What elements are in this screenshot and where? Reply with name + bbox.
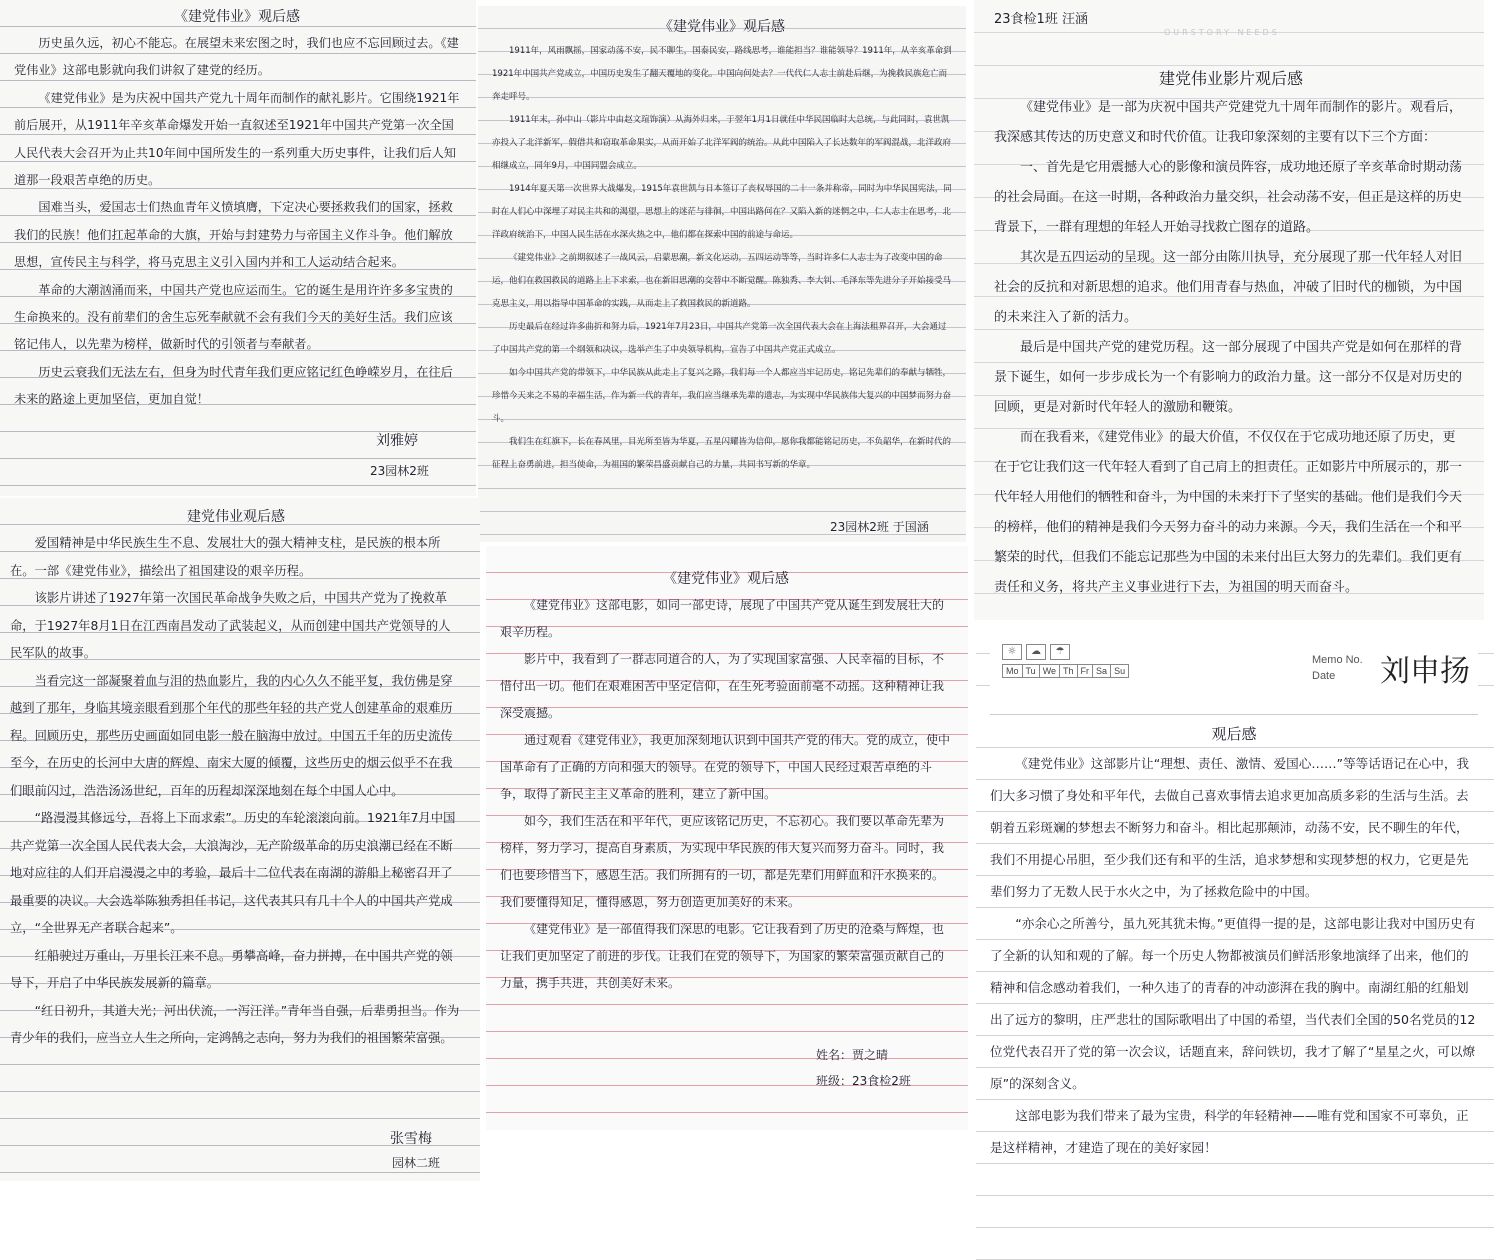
signature-class: 班级：23食检2班 [816, 1074, 911, 1088]
signature-class: 23园林2班 [370, 464, 429, 478]
rain-icon: ☂ [1050, 644, 1070, 660]
signature-class: 园林二班 [392, 1156, 441, 1170]
essay-paragraph: 当看完这一部凝聚着血与泪的热血影片，我的内心久久不能平复，我仿佛是穿越到了那年，身临其境亲眼看到那个年代的那些年轻的共产党人创建革命的艰难历程。回顾历史，那些历史画面如同电影一般在脑海中放过。中国五千年的历史流传至今，在历史的长河中大唐的辉煌、南宋大厦的倾覆，这些历史的烟云似乎不在我们眼前闪过，浩浩汤汤世纪，百年的历程却深深地刻在每个中国人心中。 [10, 673, 453, 798]
class-name: 23食检1班 汪涵 [994, 12, 1088, 27]
essay-paragraph: “亦余心之所善兮，虽九死其犹未悔。”更值得一提的是，这部电影让我对中国历史有了全新的认知和观的了解。每一个历史人物都被演员们鲜活形象地演绎了出来，他们的精神和信念感动着我们，一种久违了的青春的冲动澎湃在我的胸中。南湖红船的红船划出了远方的黎明，庄严悲壮的国际歌唱出了中国的希望，当代表们全国的50名党员的12位党代表召开了党的第一次会议，话题直来，辞问铁切，我才了解了“星星之火，可以燎原”的深刻含义。 [990, 916, 1476, 1091]
essay-title: 《建党伟业》观后感 [659, 19, 785, 35]
essay-title: 建党伟业观后感 [187, 509, 285, 525]
essay-paragraph: 如今，我们生活在和平年代，更应该铭记历史，不忘初心。我们要以革命先辈为榜样，努力学习，提高自身素质，为实现中华民族的伟大复兴而努力奋斗。同时，我们也要珍惜当下，感恩生活。我们所拥有的一切，都是先辈们用鲜血和汗水换来的。我们要懂得知足，懂得感恩，努力创造更加美好的未来。 [500, 814, 945, 909]
essay-paragraph: 我们生在红旗下，长在春风里，目光所至皆为华夏，五星闪耀皆为信仰，愿你我都能铭记历史，不负韶华，在新时代的征程上奋勇前进，担当使命，为祖国的繁荣昌盛贡献自己的力量，共同书写新的华章。 [492, 437, 952, 470]
essay-paragraph: 《建党伟业》是一部值得我们深思的电影。它让我看到了历史的沧桑与辉煌，也让我们更加坚定了前进的步伐。让我们在党的领导下，为国家的繁荣富强贡献自己的力量，携手共进，共创美好未来。 [500, 922, 945, 990]
weekday-box: We [1039, 664, 1060, 678]
memo-header [990, 622, 1478, 715]
essay-sheet-2 [478, 6, 966, 542]
essay-paragraph: “红日初升，其道大光；河出伏流，一泻汪洋。”青年当自强，后辈勇担当。作为青少年的我们，应当立人生之所向，定鸿鹄之志向，努力为我们的祖国繁荣富强。 [10, 1003, 460, 1045]
essay-paragraph: 影片中，我看到了一群志同道合的人，为了实现国家富强、人民幸福的目标，不惜付出一切。他们在艰难困苦中坚定信仰，在生死考验面前毫不动摇。这种精神让我深受震撼。 [500, 652, 945, 720]
essay-paragraph: 革命的大潮汹涌而来，中国共产党也应运而生。它的诞生是用许许多多宝贵的生命换来的。没有前辈们的舍生忘死奉献就不会有我们今天的美好生活。我们应该铭记伟人，以先辈为榜样，做新时代的引领者与奉献者。 [14, 282, 453, 352]
essay-paragraph: 通过观看《建党伟业》，我更加深刻地认识到中国共产党的伟大。党的成立，使中国革命有了正确的方向和强大的领导。在党的领导下，中国人民经过艰苦卓绝的斗争，取得了新民主主义革命的胜利，建立了新中国。 [500, 733, 951, 801]
essay-paragraph: 历史虽久远，初心不能忘。在展望未来宏图之时，我们也应不忘回顾过去。《建党伟业》这部电影就向我们讲叙了建党的经历。 [14, 36, 459, 78]
essay-paragraph: 其次是五四运动的呈现。这一部分由陈川执导，充分展现了那一代年轻人对旧社会的反抗和对新思想的追求。他们用青春与热血，冲破了旧时代的枷锁，为中国的未来注入了新的活力。 [994, 250, 1463, 325]
watermark-text: OURSTORY NEEDS [1164, 28, 1280, 37]
essay-paragraph: “路漫漫其修远兮，吾将上下而求索”。历史的车轮滚滚向前。1921年7月中国共产党第一次全国人民代表大会，大浪淘沙，无产阶级革命的历史浪潮已经在不断地对应往的人们开启漫漫之中的考验，最后十二位代表在南湖的游船上秘密召开了最重要的决议。大会选举陈独秀担任书记，这代表其只有几十个人的中国共产党成立，“全世界无产者联合起来”。 [10, 811, 456, 935]
essay-paragraph: 历史云衰我们无法左右，但身为时代青年我们更应铭记红色峥嵘岁月，在往后未来的路途上更加坚信，更加自觉！ [14, 364, 453, 407]
essay-paragraph: 1914年夏天第一次世界大战爆发，1915年袁世凯与日本签订了丧权辱国的二十一条并称帝，同时为中华民国宪法，同时在人们心中深埋了对民主共和的渴望，思想上的迷茫与徘徊，中国出路何在？又陷入新的迷惘之中，仁人志士在思考，北洋政府统治下，中国人民生活在水深火热之中，他们都在探索中国的前途与命运。 [492, 184, 952, 240]
essay-paragraph: 该影片讲述了1927年第一次国民革命战争失败之后，中国共产党为了挽救革命，于1927年8月1日在江西南昌发动了武装起义，从而创建中国共产党领导的人民军队的故事。 [10, 591, 451, 660]
essay-title: 《建党伟业》观后感 [174, 9, 300, 25]
essay-paragraph: 《建党伟业》这部电影，如同一部史诗，展现了中国共产党从诞生到发展壮大的艰辛历程。 [500, 598, 945, 639]
author-name: 刘申扬 [1380, 654, 1470, 689]
weekday-box: Mo [1002, 664, 1023, 678]
essay-paragraph: 1911年，风雨飘摇，国家动荡不安，民不聊生，国泰民安，路线思考，谁能担当？谁能领导？1911年，从辛亥革命到1921年中国共产党成立，中国历史发生了翻天覆地的变化。中国向何处去？一代代仁人志士前赴后继，为挽救民族危亡而奔走呼号。 [492, 46, 952, 102]
sun-icon: ☼ [1002, 644, 1022, 660]
cloud-icon: ☁ [1026, 644, 1046, 660]
essay-sheet-6 [976, 622, 1494, 1260]
essay-paragraph: 一、首先是它用震撼人心的影像和演员阵容，成功地还原了辛亥革命时期动荡的社会局面。在这一时期，各种政治力量交织，社会动荡不安，但正是这样的历史背景下，一群有理想的年轻人开始寻找救亡图存的道路。 [994, 160, 1463, 235]
essay-paragraph: 《建党伟业》是为庆祝中国共产党九十周年而制作的献礼影片。它围绕1921年前后展开，从1911年辛亥革命爆发开始一直叙述至1921年中国共产党第一次全国人民代表大会召开为止共10年间中国所发生的一系列重大历史事件，让我们后人知道那一段艰苦卓绝的历史。 [14, 90, 460, 188]
essay-title: 建党伟业影片观后感 [1158, 69, 1303, 88]
essay-paragraph: 历史最后在经过许多曲折和努力后，1921年7月23日，中国共产党第一次全国代表大会在上海法租界召开，大会通过了中国共产党的第一个纲领和决议，选举产生了中央领导机构，宣告了中国共产党正式成立。 [492, 322, 947, 355]
weather-icons [1002, 644, 1070, 660]
memo-no-label: Memo No. [1312, 654, 1363, 666]
essay-paragraph: 《建党伟业》之前期叙述了一战风云，启蒙思潮，新文化运动，五四运动等等，当时许多仁人志士为了改变中国的命运，他们在救国救民的道路上上下求索，也在新旧思潮的交替中不断觉醒。陈独秀、李大钊、毛泽东等先进分子开始接受马克思主义，用以指导中国革命的实践，从而走上了救国救民的新道路。 [492, 253, 952, 309]
essay-paragraph: 1911年末，孙中山（影片中由赵文瑄饰演）从海外归来，于翌年1月1日就任中华民国临时大总统，与此同时，袁世凯亦投入了北洋新军，假借共和窃取革命果实，从而开始了北洋军阀的统治。从此中国陷入了长达数年的军阀混战，北洋政府相继成立，同年9月，中国同盟会成立。 [492, 115, 952, 171]
weekday-box: Tu [1022, 664, 1040, 678]
weekday-box: Fr [1077, 664, 1094, 678]
essay-paragraph: 最后是中国共产党的建党历程。这一部分展现了中国共产党是如何在那样的背景下诞生，如何一步步成长为一个有影响力的政治力量。这一部分不仅是对历史的回顾，更是对新时代年轻人的激励和鞭策。 [994, 340, 1463, 415]
signature-name: 刘雅婷 [376, 433, 418, 449]
date-label: Date [1312, 670, 1336, 682]
signature-name: 姓名：贾之晴 [816, 1048, 889, 1062]
weekday-boxes [1002, 664, 1128, 678]
essay-paragraph: 红船驶过万重山，万里长江来不息。勇攀高峰，奋力拼搏，在中国共产党的领导下，开启了中华民族发展新的篇章。 [10, 948, 453, 990]
essay-paragraph: 《建党伟业》是一部为庆祝中国共产党建党九十周年而制作的影片。观看后，我深感其传达的历史意义和时代价值。让我印象深刻的主要有以下三个方面： [994, 100, 1463, 145]
essay-sheet-3 [974, 0, 1484, 620]
essay-paragraph: 而在我看来，《建党伟业》的最大价值，不仅仅在于它成功地还原了历史，更在于它让我们这一代年轻人看到了自己肩上的担责任。正如影片中所展示的，那一代年轻人用他们的牺牲和奋斗，为中国的未来打下了坚实的基础。他们是我们今天的榜样，他们的精神是我们今天努力奋斗的动力来源。今天，我们生活在一个和平繁荣的时代，但我们不能忘记那些为中国的未来付出巨大努力的先辈们。我们更有责任和义务，将共产主义事业进行下去，为祖国的明天而奋斗。 [994, 430, 1463, 595]
weekday-box: Su [1110, 664, 1129, 678]
essay-title: 观后感 [1211, 725, 1257, 743]
essay-sheet-5 [486, 546, 968, 1130]
signature: 23园林2班 于国涵 [830, 520, 929, 534]
essay-paragraph: 如今中国共产党的带领下，中华民族从此走上了复兴之路，我们每一个人都应当牢记历史，铭记先辈们的奉献与牺牲，珍惜今天来之不易的幸福生活，作为新一代的青年，我们应当继承先辈的遗志，为实现中华民族伟大复兴的中国梦而努力奋斗。 [492, 368, 952, 424]
essay-paragraph: 国难当头，爱国志士们热血青年义愤填膺，下定决心要拯救我们的国家，拯救我们的民族！他们扛起革命的大旗，开始与封建势力与帝国主义作斗争。他们解放思想，宣传民主与科学，将马克思主义引入国内并和工人运动结合起来。 [14, 200, 453, 270]
weekday-box: Th [1059, 664, 1078, 678]
essay-paragraph: 《建党伟业》这部影片让“理想、责任、激情、爱国心……”等等话语记在心中，我们大多习惯了身处和平年代，去做自己喜欢事情去追求更加高质多彩的生活与生活。去朝着五彩斑斓的梦想去不断努力和奋斗。相比起那颠沛，动荡不安，民不聊生的年代，我们不用提心吊胆，至少我们还有和平的生活，追求梦想和实现梦想的权力，它更是先辈们努力了无数人民于水火之中，为了拯救危险中的中国。 [990, 756, 1470, 899]
signature-name: 张雪梅 [390, 1131, 432, 1147]
essay-sheet-1 [0, 0, 476, 496]
weekday-box: Sa [1092, 664, 1111, 678]
memo-labels [1312, 652, 1363, 684]
essay-paragraph: 这部电影为我们带来了最为宝贵，科学的年轻精神——唯有党和国家不可辜负，正是这样精神，才建造了现在的美好家园！ [990, 1108, 1469, 1155]
essay-paragraph: 爱国精神是中华民族生生不息、发展壮大的强大精神支柱，是民族的根本所在。一部《建党伟业》，描绘出了祖国建设的艰辛历程。 [10, 536, 441, 578]
essay-title: 《建党伟业》观后感 [663, 571, 789, 587]
essay-sheet-4 [0, 498, 480, 1181]
